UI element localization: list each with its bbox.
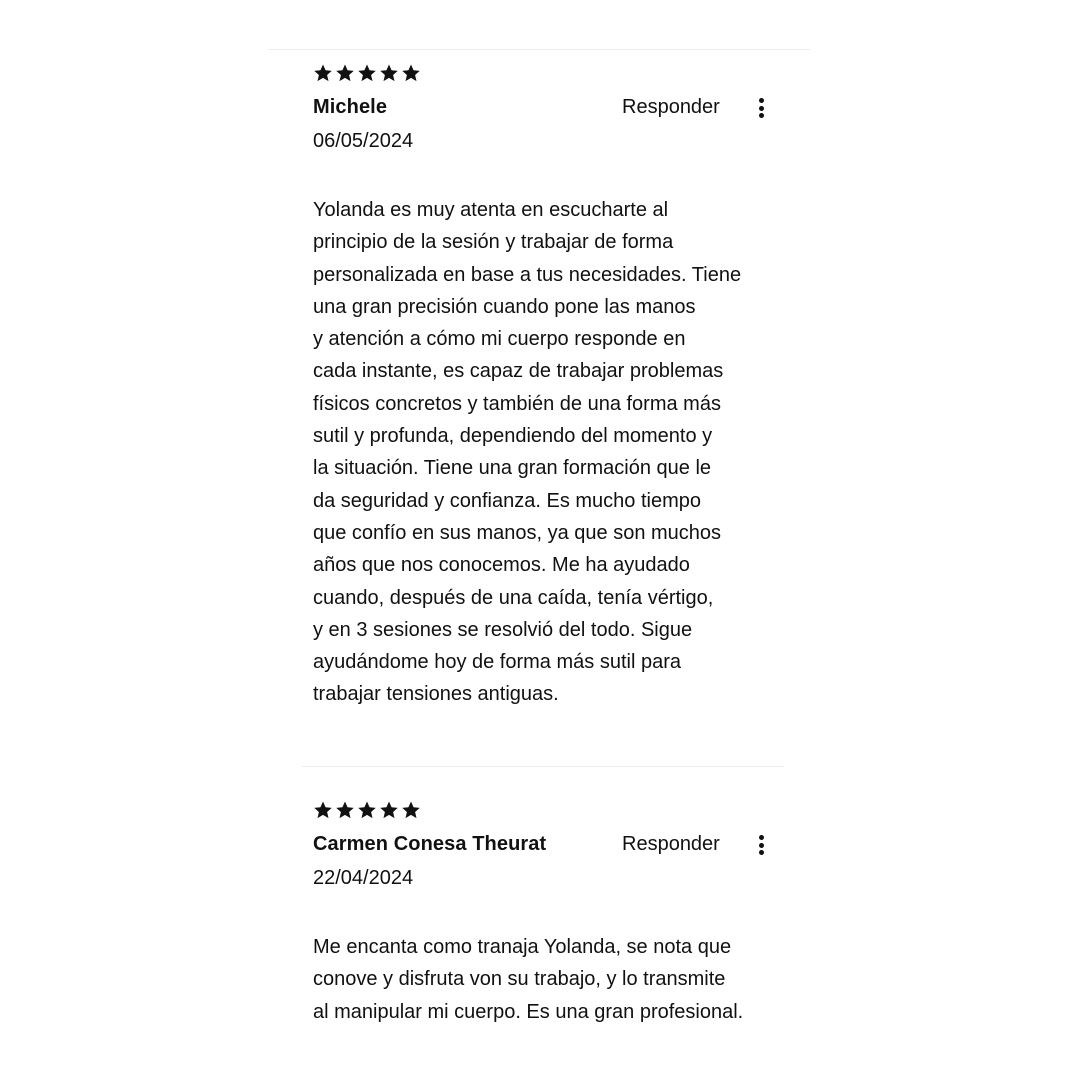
review-date: 22/04/2024 (313, 867, 414, 889)
star-icon (357, 800, 377, 820)
star-icon (357, 63, 377, 83)
star-rating (313, 62, 783, 84)
more-vertical-icon[interactable] (751, 96, 771, 120)
review-header (313, 827, 783, 865)
star-icon (401, 800, 421, 820)
star-icon (313, 63, 333, 83)
star-icon (335, 63, 355, 83)
review-text: Me encanta como tranaja Yolanda, se nota que conove y disfruta von su trabajo, y lo transmite al manipular mi cuerpo. Es una gran profesional. (313, 936, 744, 1023)
star-icon (379, 800, 399, 820)
review-author: Michele (313, 96, 388, 118)
reply-button[interactable]: Responder (622, 833, 720, 855)
review-header (313, 90, 783, 128)
star-icon (379, 63, 399, 83)
divider-between-reviews (302, 766, 784, 767)
star-icon (401, 63, 421, 83)
reply-button[interactable]: Responder (622, 96, 720, 118)
review-date: 06/05/2024 (313, 130, 414, 152)
star-rating (313, 799, 783, 821)
review-card (313, 62, 783, 711)
more-vertical-icon[interactable] (751, 833, 771, 857)
review-text: Yolanda es muy atenta en escucharte al principio de la sesión y trabajar de forma personalizada en base a tus necesidades. Tiene una gran precisión cuando pone las manos y atención a cómo mi cuerpo responde en cada instante, es capaz de trabajar problemas físicos concretos y también de una forma más sutil y profunda, dependiendo del momento y la situación. Tiene una gran formación que le da seguridad y confianza. Es mucho tiempo que confío en sus manos, ya que son muchos años que nos conocemos. Me ha ayudado cuando, después de una caída, tenía vértigo, y en 3 sesiones se resolvió del todo. Sigue ayudándome hoy de forma más sutil para trabajar tensiones antiguas. (313, 199, 742, 706)
divider-top (268, 49, 810, 50)
review-author: Carmen Conesa Theurat (313, 833, 547, 855)
review-card (313, 799, 783, 1028)
star-icon (335, 800, 355, 820)
star-icon (313, 800, 333, 820)
